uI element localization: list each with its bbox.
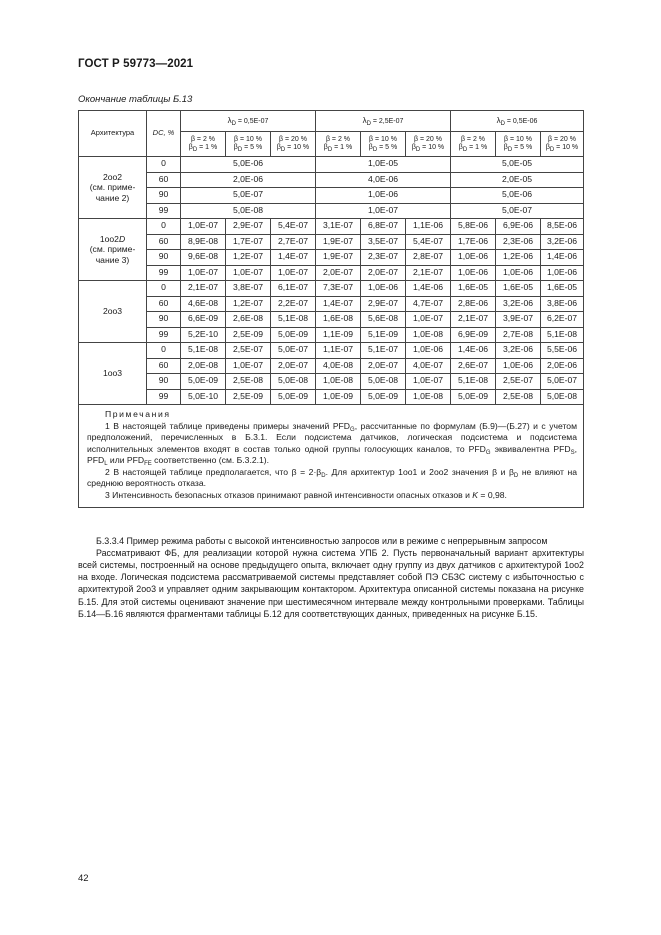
beta-d-value: = 10 %	[556, 144, 579, 151]
dc-cell: 60	[147, 296, 181, 312]
architecture-suffix: D	[118, 234, 126, 245]
dc-cell: 60	[147, 172, 181, 188]
note-text: 2 В настоящей таблице предполагается, что β = 2·β	[105, 466, 322, 477]
value-cell: 1,6E-05	[541, 281, 584, 297]
beta-value: β = 2 %	[460, 135, 486, 143]
value-cell: 1,0E-06	[541, 265, 584, 281]
architecture-name	[79, 172, 146, 182]
note-text: эквивалентна PFD	[490, 443, 571, 454]
value-cell: 3,2E-06	[541, 234, 584, 250]
value-cell: 5,0E-08	[271, 374, 316, 390]
table-row	[79, 234, 584, 250]
notes-cell	[79, 405, 584, 508]
architecture-cell	[79, 219, 147, 281]
value-cell-merged: 4,0E-06	[316, 172, 451, 188]
value-cell: 1,0E-08	[406, 389, 451, 405]
value-cell: 5,6E-08	[361, 312, 406, 328]
beta-d-line	[451, 144, 495, 152]
beta-value: β = 10 %	[504, 135, 532, 143]
value-cell: 5,1E-08	[451, 374, 496, 390]
architecture-label: 2oo3	[102, 306, 123, 317]
note-3	[87, 490, 577, 501]
dc-cell: 0	[147, 157, 181, 173]
note-subscript: G	[350, 427, 355, 434]
value-cell: 1,0E-09	[316, 389, 361, 405]
body-text	[78, 535, 584, 620]
value-cell: 2,0E-07	[361, 265, 406, 281]
document-header: ГОСТ Р 59773—2021	[78, 58, 194, 70]
note-text: 1 В настоящей таблице приведены примеры значений PFD	[105, 421, 351, 432]
value-cell: 1,0E-07	[181, 265, 226, 281]
note-text: не влияют на среднюю вероятность отказа.	[87, 466, 577, 489]
value-cell: 1,0E-07	[271, 265, 316, 281]
beta-d-symbol: β	[503, 144, 508, 151]
architecture-note: (см. приме-	[89, 244, 136, 255]
value-cell: 2,5E-09	[226, 327, 271, 343]
value-cell: 1,9E-07	[316, 250, 361, 266]
lambda-subscript: D	[500, 120, 505, 127]
value-cell: 2,8E-07	[406, 250, 451, 266]
beta-d-value: = 1 %	[199, 144, 218, 151]
beta-d-subscript: D	[415, 147, 421, 153]
beta-header-cell	[361, 132, 406, 157]
table-row	[79, 281, 584, 297]
note-text: . Для архитектур 1oo1 и 2oo2 значения β и β	[325, 466, 514, 477]
beta-d-line	[496, 144, 540, 152]
value-cell-merged: 5,0E-08	[181, 203, 316, 219]
beta-value: β = 2 %	[325, 135, 351, 143]
dc-label: DC, %	[152, 128, 175, 138]
header-row-lambda	[79, 111, 584, 132]
beta-d-line	[181, 144, 225, 152]
table-row	[79, 358, 584, 374]
beta-d-subscript: D	[549, 147, 555, 153]
lambda-subscript: D	[231, 120, 236, 127]
lambda-value: = 0,5E-06	[506, 117, 538, 125]
value-cell: 3,8E-06	[541, 296, 584, 312]
architecture-label: 1oo2	[99, 234, 119, 245]
note-text: , PFD	[87, 443, 577, 465]
notes-title: Примечания	[105, 409, 171, 419]
dc-cell: 90	[147, 188, 181, 204]
value-cell: 2,0E-08	[181, 358, 226, 374]
architecture-cell	[79, 343, 147, 405]
lambda-header-1	[181, 111, 316, 132]
value-cell: 3,9E-07	[496, 312, 541, 328]
value-cell: 5,1E-08	[541, 327, 584, 343]
value-cell: 4,6E-08	[181, 296, 226, 312]
table-row	[79, 203, 584, 219]
value-cell: 5,0E-07	[541, 374, 584, 390]
value-cell: 5,0E-09	[271, 389, 316, 405]
beta-d-subscript: D	[372, 147, 378, 153]
value-cell: 8,9E-08	[181, 234, 226, 250]
value-cell: 5,0E-09	[361, 389, 406, 405]
value-cell: 5,8E-06	[451, 219, 496, 235]
value-cell: 3,1E-07	[316, 219, 361, 235]
value-cell: 4,0E-08	[316, 358, 361, 374]
value-cell: 1,1E-07	[316, 343, 361, 359]
value-cell: 2,6E-07	[451, 358, 496, 374]
architecture-name	[79, 368, 146, 378]
note-subscript: L	[104, 460, 108, 467]
value-cell: 5,5E-06	[541, 343, 584, 359]
value-cell: 2,8E-06	[451, 296, 496, 312]
value-cell: 7,3E-07	[316, 281, 361, 297]
dc-cell: 90	[147, 250, 181, 266]
beta-d-value: = 10 %	[287, 144, 310, 151]
value-cell: 1,0E-07	[181, 219, 226, 235]
beta-header-cell	[226, 132, 271, 157]
col-header-architecture: Архитектура	[79, 111, 147, 157]
value-cell: 2,0E-07	[361, 358, 406, 374]
value-cell: 4,0E-07	[406, 358, 451, 374]
beta-d-subscript: D	[507, 147, 513, 153]
value-cell: 2,1E-07	[451, 312, 496, 328]
value-cell: 5,0E-09	[181, 374, 226, 390]
value-cell: 3,5E-07	[361, 234, 406, 250]
value-cell: 1,0E-06	[496, 358, 541, 374]
table-row	[79, 327, 584, 343]
table-row	[79, 389, 584, 405]
note-text: 3 Интенсивность безопасных отказов принимают равной интенсивности опасных отказов и	[105, 490, 473, 501]
value-cell-merged: 1,0E-05	[316, 157, 451, 173]
beta-d-symbol: β	[411, 144, 416, 151]
value-cell: 2,7E-08	[496, 327, 541, 343]
notes-row	[79, 405, 584, 508]
architecture-name	[79, 306, 146, 316]
dc-cell: 99	[147, 203, 181, 219]
beta-d-subscript: D	[192, 147, 198, 153]
beta-value: β = 10 %	[234, 135, 262, 143]
lambda-symbol: λ	[227, 115, 232, 125]
value-cell: 3,2E-06	[496, 296, 541, 312]
beta-d-subscript: D	[237, 147, 243, 153]
architecture-note: чание 3)	[95, 254, 130, 265]
beta-d-line	[541, 144, 583, 152]
beta-d-value: = 5 %	[514, 144, 533, 151]
dc-cell: 0	[147, 281, 181, 297]
beta-header-cell	[541, 132, 584, 157]
value-cell-merged: 5,0E-05	[451, 157, 584, 173]
section-heading: Б.3.3.4 Пример режима работы с высокой интенсивностью запросов или в режиме с непрерывным запросом	[96, 536, 548, 546]
value-cell: 1,0E-07	[226, 358, 271, 374]
architecture-note: (см. приме-	[89, 182, 136, 193]
value-cell: 1,6E-08	[316, 312, 361, 328]
value-cell: 2,5E-07	[496, 374, 541, 390]
architecture-note: чание 2)	[95, 192, 130, 203]
beta-d-line	[271, 144, 315, 152]
value-cell: 1,0E-06	[496, 265, 541, 281]
value-cell: 6,6E-09	[181, 312, 226, 328]
value-cell: 1,0E-07	[406, 312, 451, 328]
value-cell: 1,4E-07	[316, 296, 361, 312]
value-cell: 2,0E-07	[316, 265, 361, 281]
value-cell: 1,7E-06	[451, 234, 496, 250]
beta-d-value: = 5 %	[244, 144, 263, 151]
table-row	[79, 250, 584, 266]
value-cell: 1,0E-08	[406, 327, 451, 343]
value-cell: 1,6E-05	[496, 281, 541, 297]
value-cell: 1,0E-08	[316, 374, 361, 390]
table-row	[79, 374, 584, 390]
note-subscript: G	[485, 449, 491, 456]
value-cell: 5,0E-08	[541, 389, 584, 405]
beta-value: β = 20 %	[279, 135, 307, 143]
value-cell: 6,9E-06	[496, 219, 541, 235]
reliability-table	[78, 110, 584, 508]
beta-d-symbol: β	[323, 144, 328, 151]
value-cell: 5,1E-08	[181, 343, 226, 359]
table-row	[79, 157, 584, 173]
architecture-name	[79, 234, 146, 244]
lambda-subscript: D	[366, 120, 371, 127]
value-cell: 1,2E-06	[496, 250, 541, 266]
value-cell: 2,1E-07	[181, 281, 226, 297]
beta-d-symbol: β	[188, 144, 193, 151]
value-cell: 3,8E-07	[226, 281, 271, 297]
value-cell: 2,3E-07	[361, 250, 406, 266]
value-cell: 1,6E-05	[451, 281, 496, 297]
value-cell-merged: 1,0E-07	[316, 203, 451, 219]
value-cell: 5,1E-08	[271, 312, 316, 328]
beta-d-value: = 10 %	[422, 144, 445, 151]
value-cell: 5,4E-07	[271, 219, 316, 235]
value-cell: 2,0E-07	[271, 358, 316, 374]
beta-d-line	[406, 144, 450, 152]
beta-d-subscript: D	[462, 147, 468, 153]
beta-d-value: = 5 %	[379, 144, 398, 151]
dc-cell: 0	[147, 219, 181, 235]
value-cell-merged: 2,0E-05	[451, 172, 584, 188]
value-cell: 2,9E-07	[361, 296, 406, 312]
beta-header-cell	[496, 132, 541, 157]
value-cell: 6,2E-07	[541, 312, 584, 328]
beta-header-cell	[451, 132, 496, 157]
value-cell: 5,0E-09	[451, 389, 496, 405]
beta-header-cell	[181, 132, 226, 157]
beta-value: β = 10 %	[369, 135, 397, 143]
body-paragraph: Рассматривают ФБ, для реализации которой нужна система УПБ 2. Пусть первоначальный вариант архитектуры всей системы, построенный на основе предыдущего опыта, включает одну группу из двух датчиков с архитектурой 1oo2 на входе. Логическая подсистема рассматриваемой системы представляет собой ПЭ СБЗС систему с избыточностью с архитектурой 2oo3 и управляет одним закрывающим контактором. Архитектура описанной системы показана на рисунке Б.15. Для этой системы оценивают значение при шестимесячном интервале между контрольными проверками. Таблицы Б.14—Б.16 являются фрагментами таблицы Б.12 для соответствующих данных, приведенных на рисунке Б.15.	[78, 548, 584, 619]
value-cell: 2,9E-07	[226, 219, 271, 235]
value-cell: 6,9E-09	[451, 327, 496, 343]
value-cell: 1,0E-06	[406, 343, 451, 359]
value-cell: 5,0E-07	[271, 343, 316, 359]
value-cell-merged: 2,0E-06	[181, 172, 316, 188]
table-row	[79, 343, 584, 359]
value-cell: 6,8E-07	[361, 219, 406, 235]
beta-d-symbol: β	[458, 144, 463, 151]
note-subscript: D	[321, 472, 326, 479]
table-row	[79, 265, 584, 281]
value-cell: 2,1E-07	[406, 265, 451, 281]
beta-value: β = 20 %	[414, 135, 442, 143]
beta-d-subscript: D	[280, 147, 286, 153]
beta-value: β = 20 %	[548, 135, 576, 143]
architecture-cell	[79, 281, 147, 343]
value-cell: 2,7E-07	[271, 234, 316, 250]
value-cell: 1,0E-07	[406, 374, 451, 390]
value-cell: 2,0E-06	[541, 358, 584, 374]
value-cell: 1,1E-06	[406, 219, 451, 235]
value-cell: 9,6E-08	[181, 250, 226, 266]
value-cell: 1,4E-06	[406, 281, 451, 297]
value-cell: 2,5E-07	[226, 343, 271, 359]
value-cell: 5,1E-09	[361, 327, 406, 343]
value-cell: 2,3E-06	[496, 234, 541, 250]
value-cell: 1,4E-06	[541, 250, 584, 266]
note-variable: K	[472, 490, 479, 501]
value-cell: 1,0E-06	[451, 250, 496, 266]
table-row	[79, 296, 584, 312]
beta-d-subscript: D	[327, 147, 333, 153]
value-cell: 5,2E-10	[181, 327, 226, 343]
value-cell-merged: 5,0E-07	[451, 203, 584, 219]
value-cell: 1,0E-06	[361, 281, 406, 297]
beta-d-value: = 1 %	[334, 144, 353, 151]
note-text: соответственно (см. Б.3.2.1).	[151, 454, 270, 465]
lambda-value: = 2,5E-07	[372, 117, 404, 125]
value-cell-merged: 5,0E-06	[451, 188, 584, 204]
value-cell: 5,4E-07	[406, 234, 451, 250]
table-row	[79, 312, 584, 328]
note-text: , рассчитанные по формулам (Б.9)—(Б.27) и с учетом предположений, перечисленных в Б.3.1. Если подсистема датчиков, логическая подсистема и подсистема исполнительных элементов входят в состав только одной группы голосующих каналов, то PFD	[87, 421, 577, 454]
note-subscript: S	[570, 449, 575, 456]
architecture-label: 2oo2	[102, 172, 123, 183]
value-cell: 5,1E-07	[361, 343, 406, 359]
beta-value: β = 2 %	[190, 135, 216, 143]
dc-cell: 99	[147, 265, 181, 281]
beta-d-value: = 1 %	[469, 144, 488, 151]
dc-cell: 0	[147, 343, 181, 359]
value-cell: 1,2E-07	[226, 296, 271, 312]
value-cell: 2,2E-07	[271, 296, 316, 312]
dc-cell: 99	[147, 327, 181, 343]
dc-cell: 60	[147, 234, 181, 250]
note-1	[87, 421, 577, 466]
note-2	[87, 467, 577, 489]
value-cell: 2,5E-08	[226, 374, 271, 390]
lambda-symbol: λ	[496, 115, 501, 125]
beta-d-line	[226, 144, 270, 152]
note-subscript: FE	[144, 460, 152, 467]
value-cell: 4,7E-07	[406, 296, 451, 312]
value-cell: 2,5E-09	[226, 389, 271, 405]
lambda-symbol: λ	[362, 115, 367, 125]
beta-d-symbol: β	[276, 144, 281, 151]
architecture-label: 1oo3	[102, 368, 123, 379]
beta-header-cell	[316, 132, 361, 157]
value-cell: 2,5E-08	[496, 389, 541, 405]
dc-cell: 60	[147, 358, 181, 374]
dc-cell: 90	[147, 374, 181, 390]
page-number: 42	[78, 873, 89, 884]
dc-cell: 90	[147, 312, 181, 328]
value-cell: 5,0E-09	[271, 327, 316, 343]
table-row	[79, 188, 584, 204]
value-cell: 3,2E-06	[496, 343, 541, 359]
value-cell: 8,5E-06	[541, 219, 584, 235]
value-cell: 1,1E-09	[316, 327, 361, 343]
architecture-cell	[79, 157, 147, 219]
table-row	[79, 172, 584, 188]
beta-header-cell	[271, 132, 316, 157]
value-cell: 1,9E-07	[316, 234, 361, 250]
value-cell: 1,0E-06	[451, 265, 496, 281]
beta-d-symbol: β	[233, 144, 238, 151]
beta-d-line	[361, 144, 405, 152]
value-cell: 5,0E-10	[181, 389, 226, 405]
value-cell: 6,1E-07	[271, 281, 316, 297]
value-cell: 1,7E-07	[226, 234, 271, 250]
beta-header-cell	[406, 132, 451, 157]
beta-d-symbol: β	[368, 144, 373, 151]
lambda-header-3	[451, 111, 584, 132]
lambda-header-2	[316, 111, 451, 132]
value-cell-merged: 5,0E-06	[181, 157, 316, 173]
col-header-dc	[147, 111, 181, 157]
value-cell: 1,4E-06	[451, 343, 496, 359]
dc-cell: 99	[147, 389, 181, 405]
value-cell-merged: 5,0E-07	[181, 188, 316, 204]
value-cell: 2,6E-08	[226, 312, 271, 328]
value-cell: 1,0E-07	[226, 265, 271, 281]
beta-d-symbol: β	[545, 144, 550, 151]
table-caption: Окончание таблицы Б.13	[78, 94, 193, 105]
note-subscript: D	[513, 472, 519, 479]
note-text: = 0,98.	[478, 490, 507, 501]
lambda-value: = 0,5E-07	[237, 117, 269, 125]
table-row	[79, 219, 584, 235]
beta-d-line	[316, 144, 360, 152]
value-cell: 5,0E-08	[361, 374, 406, 390]
value-cell: 1,2E-07	[226, 250, 271, 266]
value-cell-merged: 1,0E-06	[316, 188, 451, 204]
value-cell: 1,4E-07	[271, 250, 316, 266]
table-container	[78, 110, 583, 508]
note-text: или PFD	[107, 454, 145, 465]
